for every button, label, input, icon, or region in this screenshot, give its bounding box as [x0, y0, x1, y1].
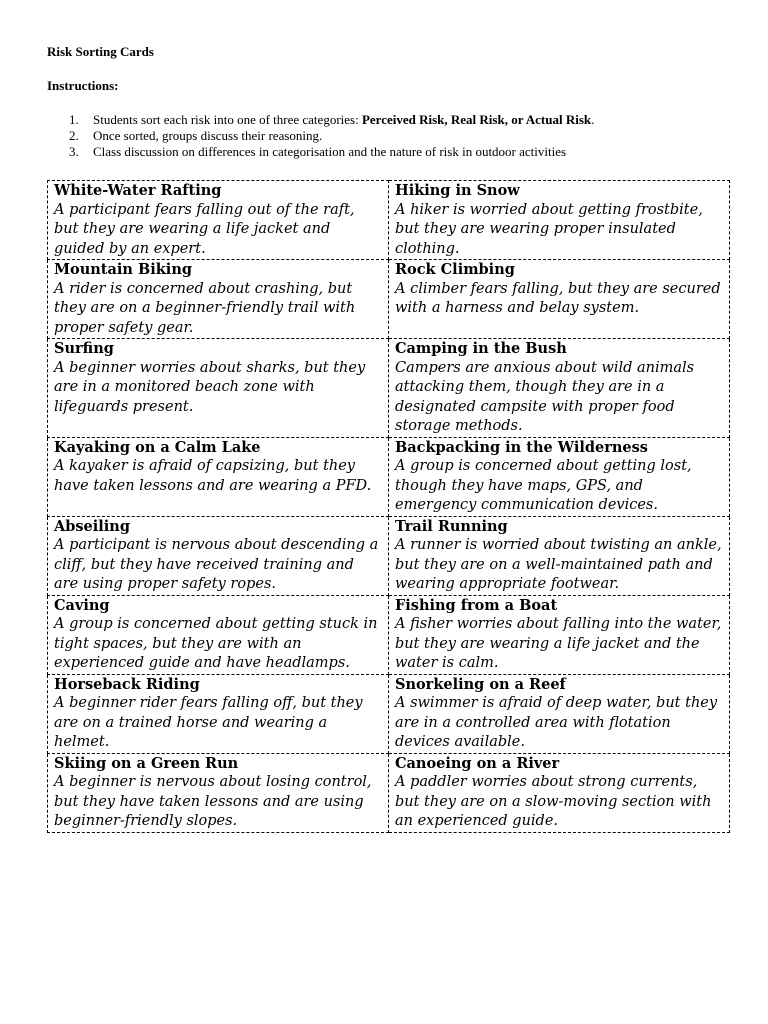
- risk-card: [389, 753, 730, 832]
- card-description: A group is concerned about getting stuck in tight spaces, but they are with an experienced guide and have headlamps.: [54, 616, 378, 671]
- card-title: Caving: [54, 596, 110, 614]
- card-description: A runner is worried about twisting an ankle, but they are on a well-maintained path and wearing appropriate footwear.: [395, 537, 722, 592]
- risk-card: [48, 516, 389, 595]
- risk-cards-table: [47, 180, 730, 833]
- step-emphasis: Perceived Risk, Real Risk, or Actual Risk: [361, 112, 592, 127]
- card-description: A participant fears falling out of the raft, but they are wearing a life jacket and guided by an expert.: [54, 201, 355, 257]
- card-description: A group is concerned about getting lost, though they have maps, GPS, and emergency communication devices.: [395, 458, 692, 513]
- card-description: A kayaker is afraid of capsizing, but they have taken lessons and are wearing a PFD.: [54, 458, 372, 494]
- instructions-heading: Instructions:: [47, 78, 119, 93]
- risk-card: [389, 595, 730, 674]
- card-title: Canoeing on a River: [395, 754, 560, 772]
- card-title: Snorkeling on a Reef: [395, 675, 566, 693]
- card-title: Trail Running: [395, 517, 508, 535]
- risk-card: [48, 437, 389, 516]
- card-title: Backpacking in the Wilderness: [395, 438, 648, 456]
- step-text: Once sorted, groups discuss their reasoning.: [93, 128, 323, 143]
- card-title: Abseiling: [54, 517, 130, 535]
- risk-card: [48, 260, 389, 339]
- card-description: A beginner is nervous about losing control, but they have taken lessons and are using beginner-friendly slopes.: [54, 774, 372, 829]
- risk-card: [389, 437, 730, 516]
- document-title: Risk Sorting Cards: [47, 44, 154, 59]
- card-title: Camping in the Bush: [395, 340, 567, 357]
- card-row: [48, 516, 730, 595]
- card-description: A swimmer is afraid of deep water, but they are in a controlled area with flotation devices available.: [395, 695, 718, 750]
- risk-card: [389, 260, 730, 339]
- card-title: Horseback Riding: [54, 675, 200, 693]
- card-description: A rider is concerned about crashing, but they are on a beginner-friendly trail with proper safety gear.: [54, 280, 356, 336]
- card-row: [48, 181, 730, 260]
- card-description: Campers are anxious about wild animals attacking them, though they are in a designated campsite with proper food storage methods.: [395, 359, 695, 434]
- risk-card: [389, 674, 730, 753]
- card-title: Rock Climbing: [395, 261, 515, 278]
- risk-card: [48, 339, 389, 438]
- card-title: Skiing on a Green Run: [54, 754, 239, 772]
- card-row: [48, 437, 730, 516]
- card-row: [48, 339, 730, 438]
- card-title: Fishing from a Boat: [395, 596, 558, 614]
- risk-card: [48, 674, 389, 753]
- risk-card: [389, 181, 730, 260]
- card-row: [48, 260, 730, 339]
- card-description: A beginner worries about sharks, but they are in a monitored beach zone with lifeguards present.: [54, 359, 366, 415]
- card-row: [48, 753, 730, 832]
- instructions-list: [69, 112, 733, 160]
- risk-card: [389, 516, 730, 595]
- risk-card: [48, 181, 389, 260]
- card-description: A participant is nervous about descending a cliff, but they have received training and are using proper safety ropes.: [54, 537, 379, 592]
- card-description: A climber fears falling, but they are secured with a harness and belay system.: [395, 280, 721, 316]
- step-text: Class discussion on differences in categorisation and the nature of risk in outdoor activities: [93, 144, 567, 159]
- card-title: Surfing: [54, 340, 114, 357]
- step-number: 1.: [69, 112, 79, 127]
- card-title: White-Water Rafting: [54, 182, 222, 199]
- card-description: A hiker is worried about getting frostbite, but they are wearing proper insulated clothing.: [395, 201, 703, 257]
- instruction-step: [69, 112, 733, 128]
- card-title: Kayaking on a Calm Lake: [54, 438, 261, 456]
- instruction-step: [69, 128, 733, 144]
- instruction-step: [69, 144, 733, 160]
- card-title: Hiking in Snow: [395, 182, 520, 199]
- card-description: A fisher worries about falling into the water, but they are wearing a life jacket and the water is calm.: [395, 616, 722, 671]
- risk-card: [389, 339, 730, 438]
- card-row: [48, 674, 730, 753]
- card-description: A beginner rider fears falling off, but they are on a trained horse and wearing a helmet.: [54, 695, 363, 750]
- risk-card: [48, 753, 389, 832]
- card-title: Mountain Biking: [54, 261, 192, 278]
- step-number: 3.: [69, 144, 79, 159]
- card-row: [48, 595, 730, 674]
- step-number: 2.: [69, 128, 79, 143]
- risk-card: [48, 595, 389, 674]
- step-text-end: .: [591, 112, 595, 127]
- step-text: Students sort each risk into one of three categories:: [93, 112, 362, 127]
- card-description: A paddler worries about strong currents, but they are on a slow-moving section with an experienced guide.: [395, 774, 712, 829]
